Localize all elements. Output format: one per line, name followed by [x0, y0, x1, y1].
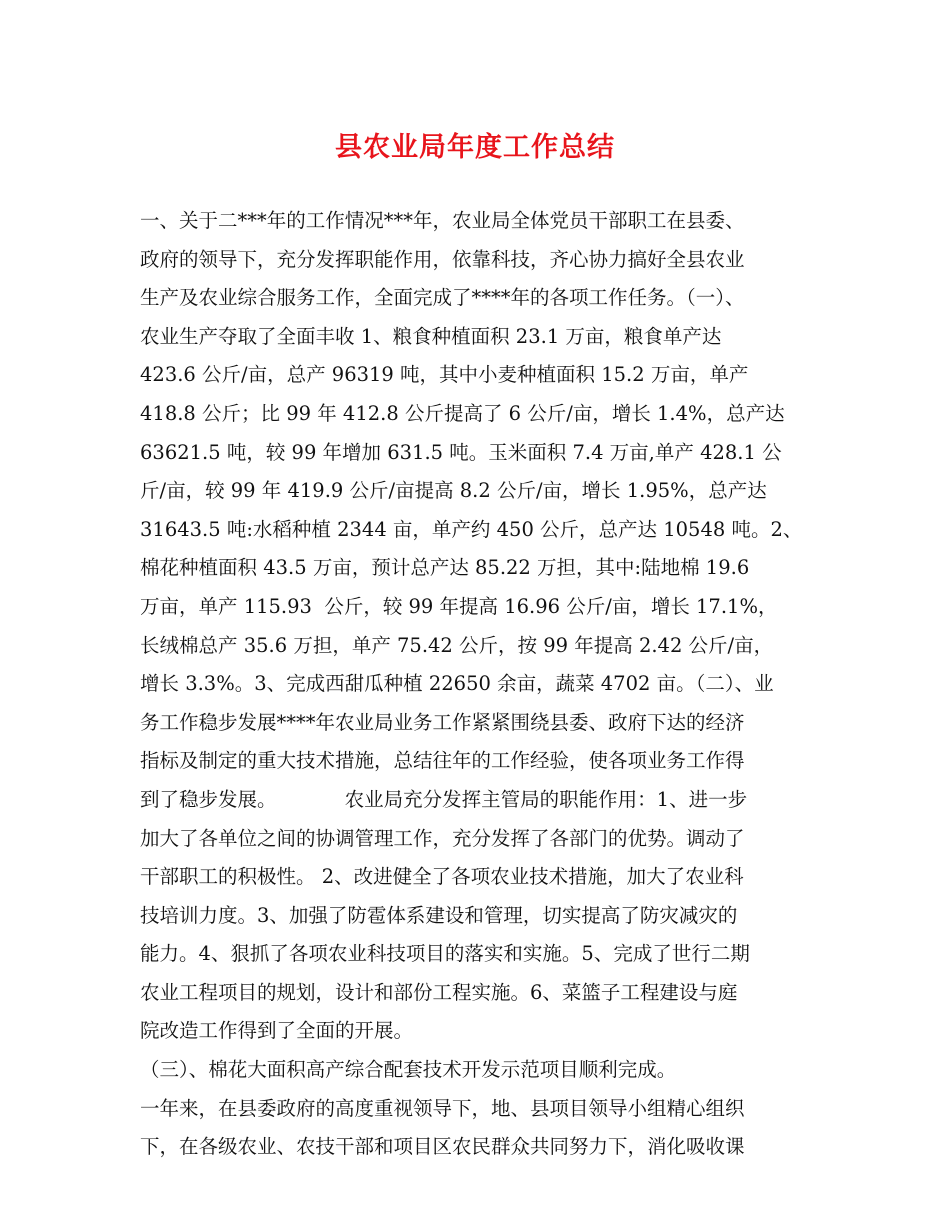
- paragraph-line: 63621.5 吨，较 99 年增加 631.5 吨。玉米面积 7.4 万亩,单产 428.1 公: [140, 440, 782, 464]
- paragraph-line: 增长 3.3%。3、完成西甜瓜种植 22650 余亩，蔬菜 4702 亩。（二）、业: [140, 672, 774, 696]
- section-heading-line: （三）、棉花大面积高产综合配套技术开发示范项目顺利完成。: [140, 1058, 677, 1082]
- document-body: [140, 202, 830, 1167]
- paragraph-line: 长绒棉总产 35.6 万担，单产 75.42 公斤，按 99 年提高 2.42 公斤/亩，: [140, 633, 774, 657]
- paragraph-line: 生产及农业综合服务工作，全面完成了****年的各项工作任务。（一）、: [140, 286, 745, 310]
- paragraph-line: 到了稳步发展。 农业局充分发挥主管局的职能作用：1、进一步: [140, 787, 748, 811]
- paragraph-line: 418.8 公斤；比 99 年 412.8 公斤提高了 6 公斤/亩，增长 1.4%，总产达: [140, 401, 785, 425]
- paragraph-line: 下，在各级农业、农技干部和项目区农民群众共同努力下，消化吸收课: [140, 1135, 745, 1159]
- paragraph-line: 政府的领导下，充分发挥职能作用，依靠科技，齐心协力搞好全县农业: [140, 247, 745, 271]
- paragraph-line: 院改造工作得到了全面的开展。: [140, 1019, 414, 1043]
- paragraph-line: 棉花种植面积 43.5 万亩，预计总产达 85.22 万担，其中:陆地棉 19.6: [140, 556, 750, 580]
- paragraph-line: 技培训力度。3、加强了防雹体系建设和管理，切实提高了防灾减灾的: [140, 903, 738, 927]
- paragraph-line: 斤/亩，较 99 年 419.9 公斤/亩提高 8.2 公斤/亩，增长 1.95%，总产达: [140, 479, 767, 503]
- paragraph-line: 万亩，单产 115.93 公斤，较 99 年提高 16.96 公斤/亩，增长 17.1%，: [140, 594, 778, 618]
- paragraph-line: 农业生产夺取了全面丰收 1、粮食种植面积 23.1 万亩，粮食单产达: [140, 324, 722, 348]
- paragraph-line: 干部职工的积极性。 2、改进健全了各项农业技术措施，加大了农业科: [140, 865, 744, 889]
- paragraph-line: 加大了各单位之间的协调管理工作，充分发挥了各部门的优势。调动了: [140, 826, 745, 850]
- paragraph-line: 一年来，在县委政府的高度重视领导下，地、县项目领导小组精心组织: [140, 1096, 745, 1120]
- paragraph-line: 423.6 公斤/亩，总产 96319 吨，其中小麦种植面积 15.2 万亩，单产: [140, 363, 749, 387]
- document-title: 县农业局年度工作总结: [335, 132, 615, 163]
- paragraph-line: 农业工程项目的规划，设计和部份工程实施。6、菜篮子工程建设与庭: [140, 980, 738, 1004]
- paragraph-line: 一、关于二***年的工作情况***年，农业局全体党员干部职工在县委、: [140, 209, 745, 232]
- paragraph-line: 31643.5 吨:水稻种植 2344 亩，单产约 450 公斤，总产达 10548 吨。2、: [140, 517, 803, 541]
- paragraph-line: 指标及制定的重大技术措施，总结往年的工作经验，使各项业务工作得: [140, 749, 745, 773]
- paragraph-line: 务工作稳步发展****年农业局业务工作紧紧围绕县委、政府下达的经济: [140, 710, 745, 734]
- paragraph-line: 能力。4、狠抓了各项农业科技项目的落实和实施。5、完成了世行二期: [140, 942, 750, 966]
